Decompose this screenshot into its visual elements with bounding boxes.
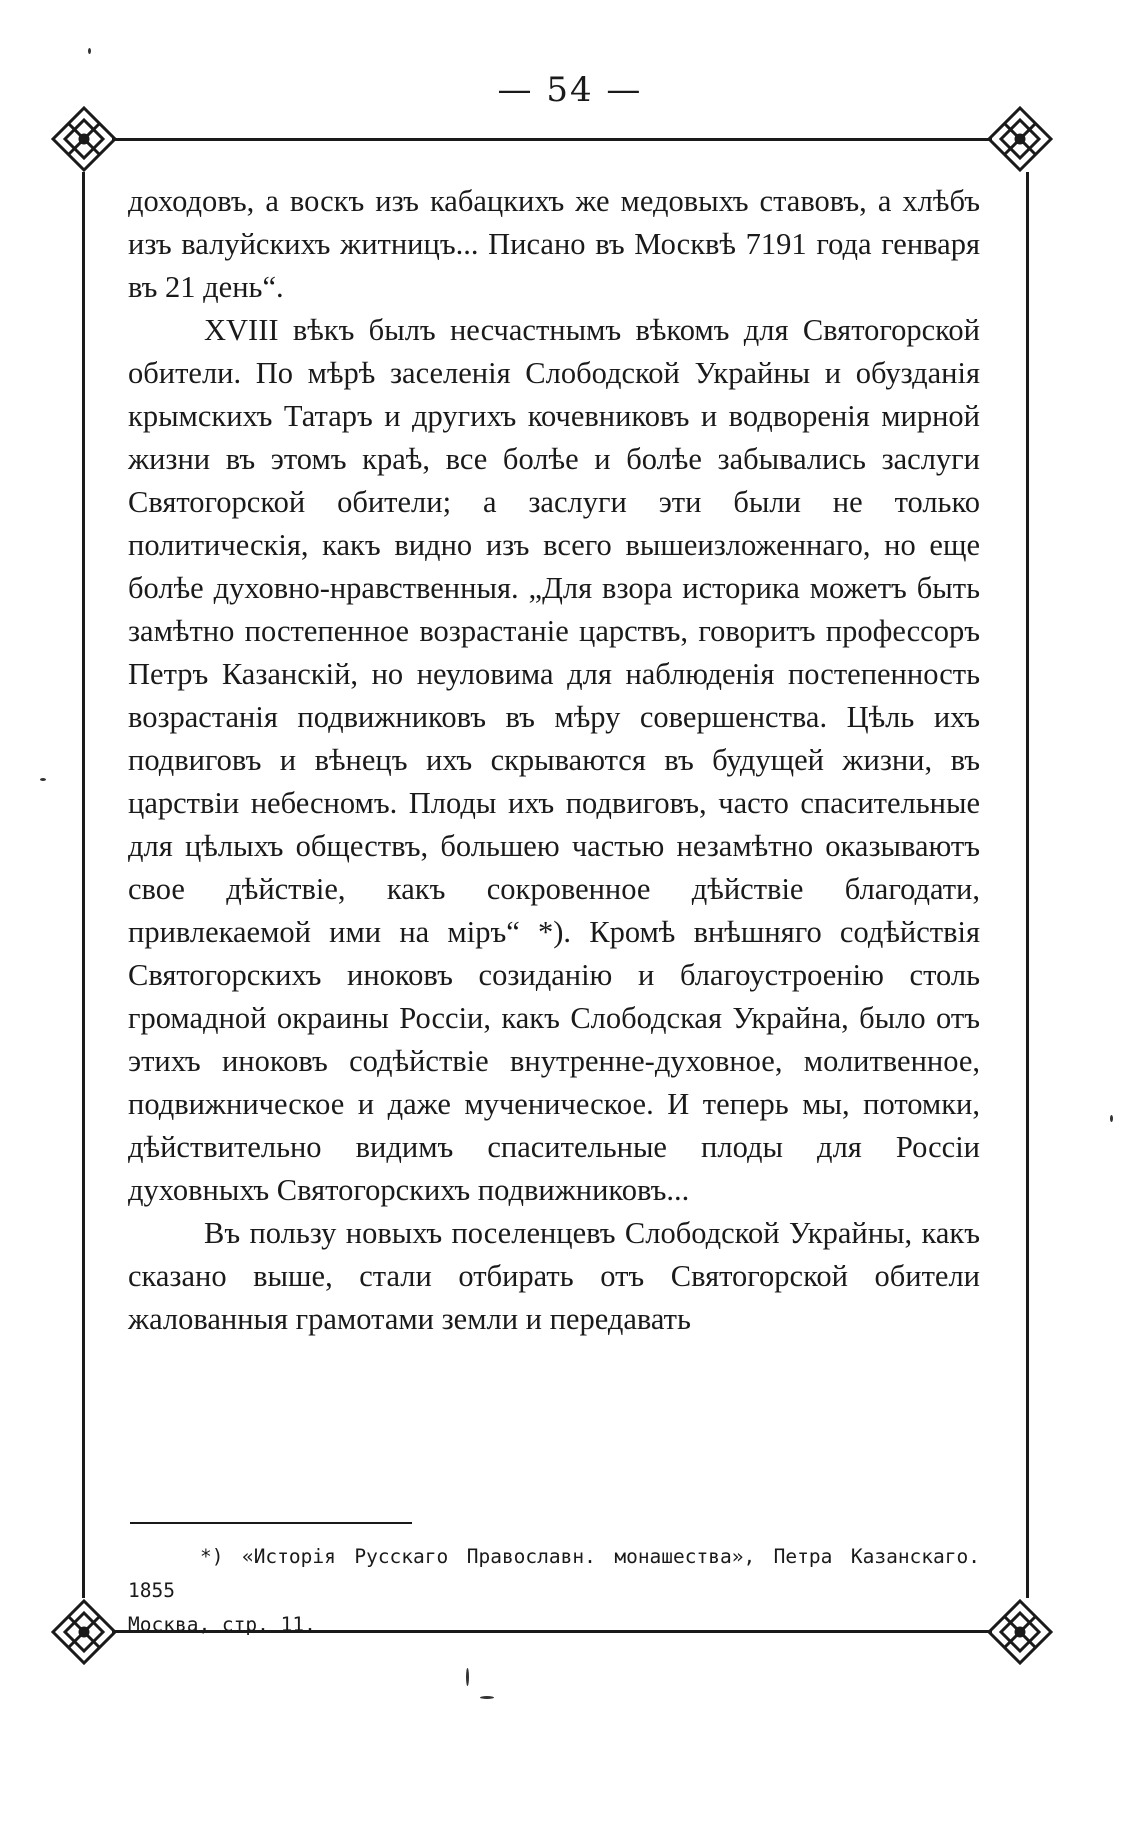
frame-left-rule	[82, 172, 85, 1598]
scan-speck	[466, 1668, 469, 1686]
paragraph: XVIII вѣкъ былъ несчастнымъ вѣкомъ для Святогорской обители. По мѣрѣ заселенія Слободской Украйны и обузданія крымскихъ Татаръ и другихъ кочевниковъ и водворенія мирной жизни въ этомъ краѣ, все болѣе и болѣе забывались заслуги Святогорской обители; а заслуги эти были не только политическія, какъ видно изъ всего вышеизложеннаго, но еще болѣе духовно-нравственныя. „Для взора историка можетъ быть замѣтно постепенное возрастаніе царствъ, говоритъ профессоръ Петръ Казанскій, но неуловима для наблюденія постепенность возрастанія подвижниковъ въ мѣру совершенства. Цѣль ихъ подвиговъ и вѣнецъ ихъ скрываются въ будущей жизни, въ царствіи небесномъ. Плоды ихъ подвиговъ, часто спасительные для цѣлыхъ обществъ, большею частью незамѣтно оказываютъ свое дѣйствіе, какъ сокровенное дѣйствіе благодати, привлекаемой ими на міръ“ *). Кромѣ внѣшняго содѣйствія Святогорскихъ иноковъ созиданію и благоустроенію столь громадной окраины Россіи, какъ Слободская Украйна, было отъ этихъ иноковъ содѣйствіе внутренне-духовное, молитвенное, подвижническое и даже мученическое. И теперь мы, потомки, дѣйствительно видимъ спасительные плоды для Россіи духовныхъ Святогорскихъ подвижниковъ...	[128, 313, 980, 1207]
page-number: — 54 —	[497, 70, 643, 110]
paragraph: доходовъ, а воскъ изъ кабацкихъ же медовыхъ ставовъ, а хлѣбъ изъ валуйскихъ житницъ... Писано въ Москвѣ 7191 года генваря въ 21 день“.	[128, 184, 980, 304]
knot-ornament-icon	[985, 104, 1055, 174]
knot-ornament-icon	[49, 104, 119, 174]
paragraph: Въ пользу новыхъ поселенцевъ Слободской Украйны, какъ сказано выше, стали отбирать отъ Святогорской обители жалованныя грамотами земли и передавать	[128, 1216, 980, 1336]
scan-speck	[40, 778, 46, 781]
body-text	[128, 180, 980, 1341]
knot-ornament-icon	[49, 1597, 119, 1667]
footnote	[128, 1540, 980, 1642]
footnote-line: Москва, стр. 11.	[128, 1613, 316, 1636]
footnote-line: *) «Исторія Русскаго Православн. монашества», Петра Казанскаго. 1855	[128, 1545, 980, 1602]
knot-ornament-icon	[985, 1597, 1055, 1667]
scan-speck	[1110, 1115, 1113, 1122]
scan-speck	[480, 1696, 494, 1699]
frame-right-rule	[1026, 172, 1029, 1598]
scan-speck	[88, 48, 91, 54]
footnote-rule	[130, 1522, 412, 1524]
frame-top-rule	[112, 138, 992, 141]
